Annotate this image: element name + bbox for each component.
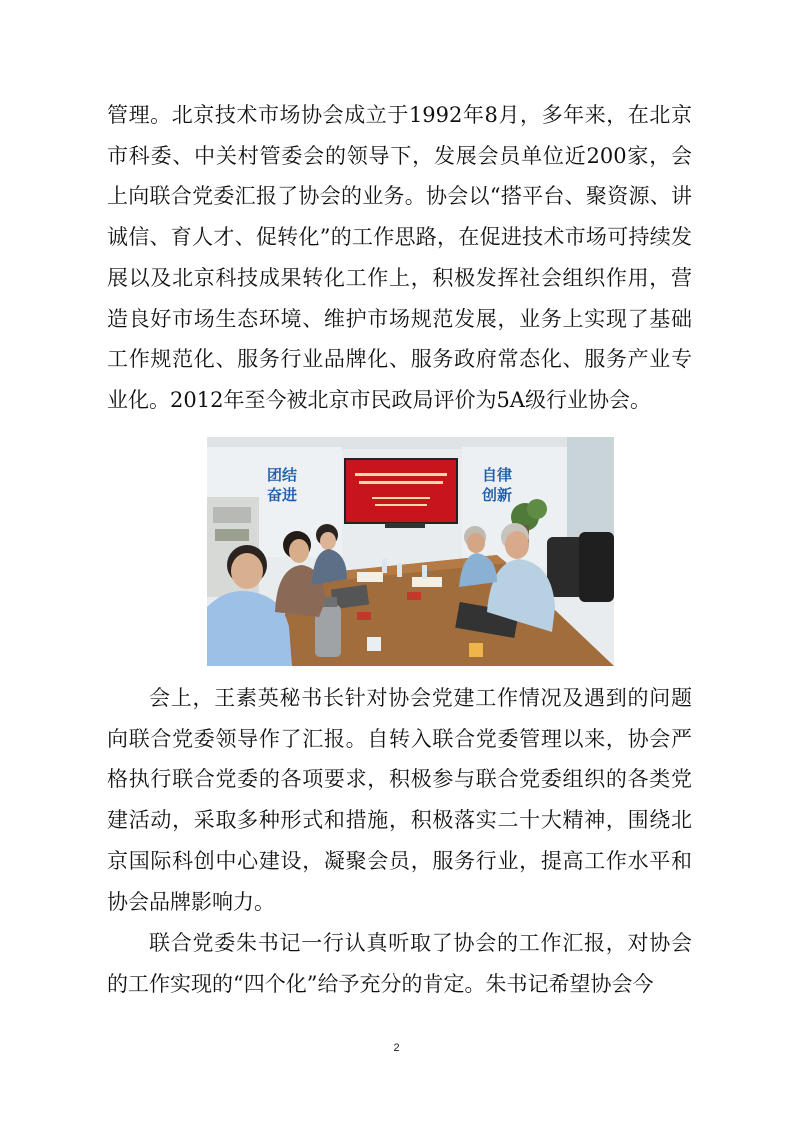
slogan-innovation: 创新 xyxy=(482,486,513,504)
paragraph-1: 管理。北京技术市场协会成立于1992年8月，多年来，在北京市科委、中关村管委会的领导下，发展会员单位近200家，会上向联合党委汇报了协会的业务。协会以“搭平台、聚资源、讲诚信、育人才、促转化”的工作思路，在促进技术市场可持续发展以及北京科技成果转化工作上，积极发挥社会组织作用，营造良好市场生态环境、维护市场规范发展，业务上实现了基础工作规范化、服务行业品牌化、服务政府常态化、服务产业专业化。2012年至今被北京市民政局评价为5A级行业协会。 xyxy=(107,103,692,412)
slogan-discipline: 自律 xyxy=(482,466,513,484)
slogan-unity: 团结 xyxy=(267,466,298,484)
page-number: 2 xyxy=(393,1042,400,1054)
paragraph-3: 联合党委朱书记一行认真听取了协会的工作汇报，对协会的工作实现的“四个化”给予充分的肯定。朱书记希望协会今 xyxy=(107,931,692,996)
slogan-strive: 奋进 xyxy=(267,486,298,504)
paragraph-2: 会上，王素英秘书长针对协会党建工作情况及遇到的问题向联合党委领导作了汇报。自转入联合党委管理以来，协会严格执行联合党委的各项要求，积极参与联合党委组织的各类党建活动，采取多种形式和措施，积极落实二十大精神，围绕北京国际科创中心建设，凝聚会员，服务行业，提高工作水平和协会品牌影响力。 xyxy=(107,686,692,914)
meeting-photo xyxy=(207,437,614,666)
